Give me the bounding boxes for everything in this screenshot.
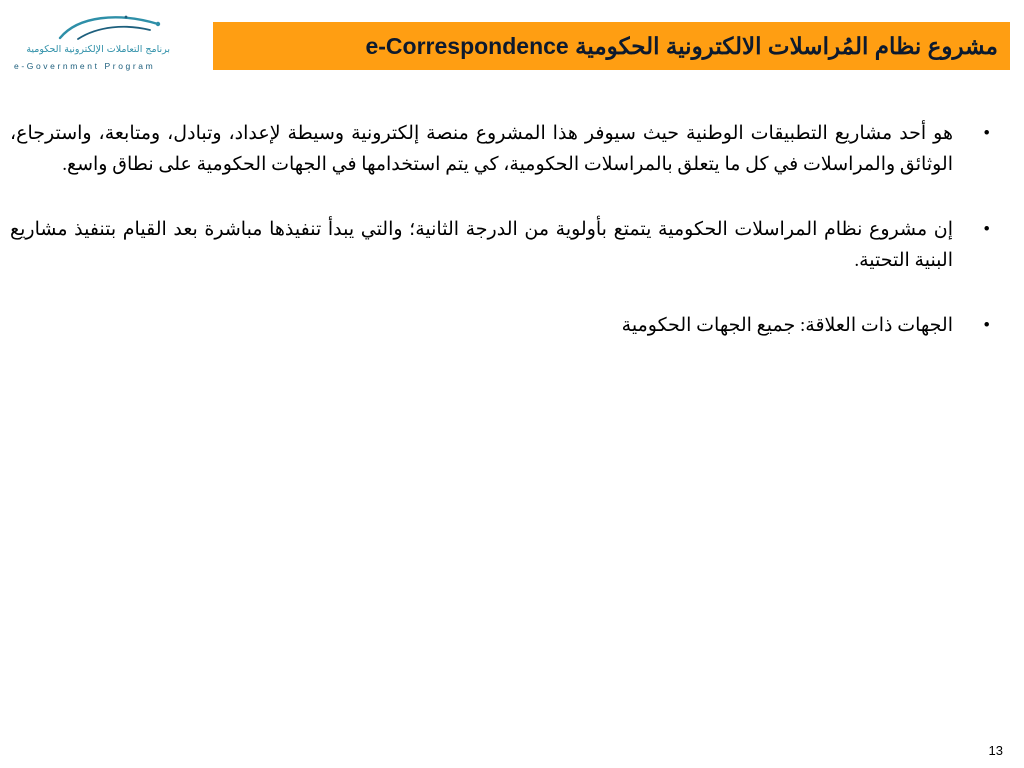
bullet-item — [10, 310, 1010, 341]
bullet-text: هو أحد مشاريع التطبيقات الوطنية حيث سيوفر هذا المشروع منصة إلكترونية وسيطة لإعداد، وتبادل، ومتابعة، واسترجاع، الوثائق والمراسلات في كل ما يتعلق بالمراسلات الحكومية، كي يتم استخدامها في الجهات الحكومية على نطاق واسع. — [10, 123, 953, 175]
bullet-text: الجهات ذات العلاقة: جميع الجهات الحكومية — [621, 315, 953, 336]
slide-title: مشروع نظام المُراسلات الالكترونية الحكومية e-Correspondence — [365, 32, 998, 59]
title-bar — [213, 22, 1010, 70]
bullet-dot: • — [983, 315, 990, 336]
bullet-dot: • — [983, 219, 990, 240]
logo-english-text: e-Government Program — [14, 61, 156, 71]
slide-content — [10, 118, 1010, 375]
page-number: 13 — [988, 743, 1003, 758]
bullet-dot: • — [983, 123, 990, 144]
program-logo — [8, 8, 176, 78]
bullet-item — [10, 214, 1010, 276]
bullet-text: إن مشروع نظام المراسلات الحكومية يتمتع بأولوية من الدرجة الثانية؛ والتي يبدأ تنفيذها مباشرة بعد القيام بتنفيذ مشاريع البنية التحتية. — [10, 219, 953, 271]
logo-arabic-text: برنامج التعاملات الإلكترونية الحكومية — [26, 44, 170, 55]
logo-emblem-icon — [8, 8, 176, 48]
bullet-item — [10, 118, 1010, 180]
